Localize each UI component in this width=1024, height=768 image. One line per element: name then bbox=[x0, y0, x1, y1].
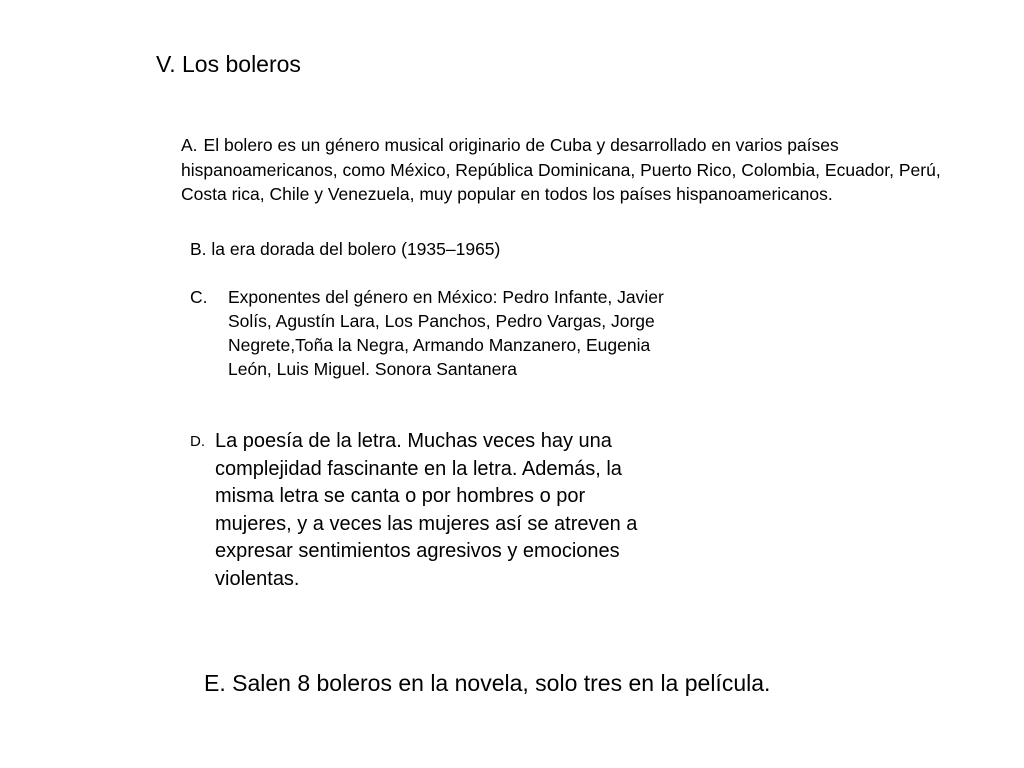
outline-item-d bbox=[190, 428, 660, 593]
outline-marker-a: A. bbox=[181, 135, 198, 155]
outline-item-c bbox=[190, 285, 690, 381]
outline-text-c: Exponentes del género en México: Pedro Infante, Javier Solís, Agustín Lara, Los Panchos, Pedro Vargas, Jorge Negrete,Toña la Negra, Armando Manzanero, Eugenia León, Luis Miguel. Sonora Santanera bbox=[228, 287, 664, 379]
outline-marker-c: C. bbox=[190, 287, 208, 307]
slide-title: V. Los boleros bbox=[156, 51, 301, 77]
outline-item-a bbox=[181, 133, 971, 207]
outline-text-a: El bolero es un género musical originario de Cuba y desarrollado en varios países hispanoamericanos, como México, República Dominicana, Puerto Rico, Colombia, Ecuador, Perú, Costa rica, Chile y Venezuela, muy popular en todos los países hispanoamericanos. bbox=[181, 135, 941, 204]
outline-text-d: La poesía de la letra. Muchas veces hay una complejidad fascinante en la letra. Además, la misma letra se canta o por hombres o por mujeres, y a veces las mujeres así se atreven a expresar sentimientos agresivos y emociones violentas. bbox=[215, 430, 638, 590]
outline-item-e: E. Salen 8 boleros en la novela, solo tres en la película. bbox=[204, 670, 771, 696]
outline-marker-d: D. bbox=[190, 433, 205, 450]
outline-item-b: B. la era dorada del bolero (1935–1965) bbox=[190, 239, 501, 259]
